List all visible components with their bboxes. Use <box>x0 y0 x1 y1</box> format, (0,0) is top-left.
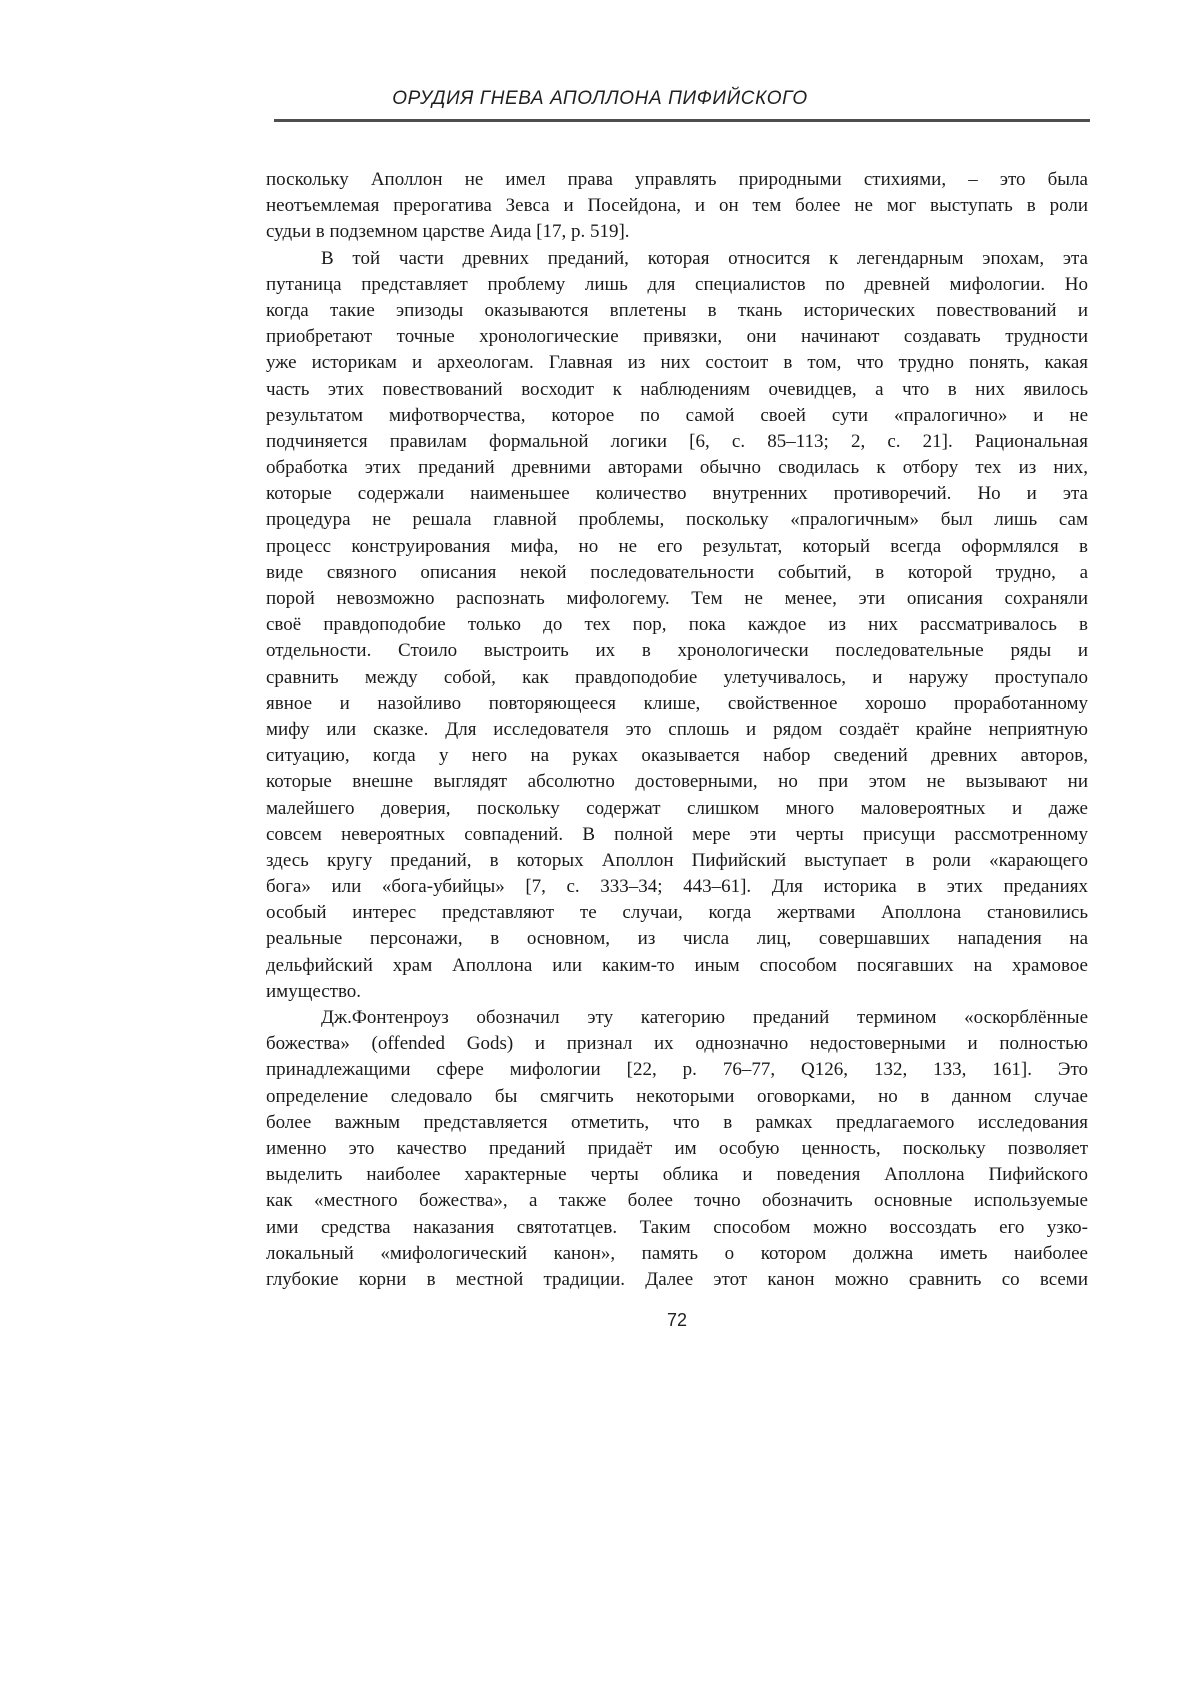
running-head-title: ОРУДИЯ ГНЕВА АПОЛЛОНА ПИФИЙСКОГО <box>392 88 808 109</box>
text-line: мифу или сказке. Для исследователя это сплошь и рядом создаёт крайне неприятную <box>266 718 1088 740</box>
text-line: процесс конструирования мифа, но не его результат, который всегда оформлялся в <box>266 535 1088 557</box>
text-line: порой невозможно распознать мифологему. Тем не менее, эти описания сохраняли <box>266 588 1088 609</box>
text-line: принадлежащими сфере мифологии [22, p. 76–77, Q126, 132, 133, 161]. Это <box>266 1059 1088 1081</box>
text-line: процедура не решала главной проблемы, поскольку «пралогичным» был лишь сам <box>266 509 1088 531</box>
text-line: выделить наиболее характерные черты облика и поведения Аполлона Пифийского <box>266 1164 1088 1186</box>
text-line: своё правдоподобие только до тех пор, пока каждое из них рассматривалось в <box>266 614 1088 636</box>
text-line: глубокие корни в местной традиции. Далее этот канон можно сравнить со всеми <box>266 1268 1088 1290</box>
text-line: когда такие эпизоды оказываются вплетены в ткань исторических повествований и <box>266 299 1088 321</box>
article-body <box>266 167 1088 1293</box>
text-line: именно это качество преданий придаёт им особую ценность, поскольку позволяет <box>266 1137 1088 1159</box>
text-line: совсем невероятных совпадений. В полной мере эти черты присущи рассмотренному <box>266 823 1088 845</box>
text-line: имущество. <box>266 980 362 1002</box>
text-line: виде связного описания некой последовательности событий, в которой трудно, а <box>266 561 1088 583</box>
text-line: поскольку Аполлон не имел права управлять природными стихиями, – это была <box>266 169 1088 190</box>
text-line: бога» или «бога-убийцы» [7, с. 333–34; 443–61]. Для историка в этих преданиях <box>266 876 1088 898</box>
text-line: более важным представляется отметить, что в рамках предлагаемого исследования <box>266 1111 1088 1133</box>
text-line: здесь кругу преданий, в которых Аполлон Пифийский выступает в роли «карающего <box>266 849 1088 871</box>
text-line: которые внешне выглядят абсолютно достоверными, но при этом не вызывают ни <box>266 771 1088 793</box>
text-line: которые содержали наименьшее количество внутренних противоречий. Но и эта <box>266 483 1088 505</box>
text-line: малейшего доверия, поскольку содержат слишком много маловероятных и даже <box>266 797 1088 819</box>
text-line: приобретают точные хронологические привязки, они начинают создавать трудности <box>266 326 1088 348</box>
text-line: путаница представляет проблему лишь для специалистов по древней мифологии. Но <box>266 273 1088 295</box>
text-line: ими средства наказания святотатцев. Таким способом можно воссоздать его узко- <box>266 1216 1088 1238</box>
text-line: подчиняется правилам формальной логики [6, с. 85–113; 2, с. 21]. Рациональная <box>266 430 1088 452</box>
text-line: особый интерес представляют те случаи, когда жертвами Аполлона становились <box>266 902 1088 924</box>
text-line: результатом мифотворчества, которое по самой своей сути «пралогично» и не <box>266 404 1088 426</box>
header-rule <box>274 119 1090 122</box>
text-line: неотъемлемая прерогатива Зевса и Посейдона, и он тем более не мог выступать в роли <box>266 195 1088 217</box>
page-number: 72 <box>666 1310 688 1330</box>
text-line: как «местного божества», а также более точно обозначить основные используемые <box>266 1190 1088 1212</box>
text-line: уже историкам и археологам. Главная из них состоит в том, что трудно понять, какая <box>266 352 1088 374</box>
text-line: определение следовало бы смягчить некоторыми оговорками, но в данном случае <box>266 1085 1088 1107</box>
text-line: Дж.Фонтенроуз обозначил эту категорию преданий термином «оскорблённые <box>321 1007 1088 1028</box>
text-line: обработка этих преданий древними авторами обычно сводилась к отбору тех из них, <box>266 457 1088 479</box>
text-line: судьи в подземном царстве Аида [17, p. 519]. <box>266 221 630 243</box>
text-line: божества» (offended Gods) и признал их однозначно недостоверными и полностью <box>266 1033 1088 1055</box>
text-line: локальный «мифологический канон», память о котором должна иметь наиболее <box>266 1242 1088 1264</box>
text-line: сравнить между собой, как правдоподобие улетучивалось, и наружу проступало <box>266 666 1088 688</box>
text-line: дельфийский храм Аполлона или каким-то иным способом посягавших на храмовое <box>266 954 1088 976</box>
text-line: часть этих повествований восходит к наблюдениям очевидцев, а что в них явилось <box>266 378 1088 400</box>
text-line: реальные персонажи, в основном, из числа лиц, совершавших нападения на <box>266 928 1088 950</box>
text-line: отдельности. Стоило выстроить их в хронологически последовательные ряды и <box>266 640 1088 662</box>
text-line: В той части древних преданий, которая относится к легендарным эпохам, эта <box>321 247 1088 269</box>
text-line: явное и назойливо повторяющееся клише, свойственное хорошо проработанному <box>266 692 1088 714</box>
text-line: ситуацию, когда у него на руках оказывается набор сведений древних авторов, <box>266 745 1088 767</box>
